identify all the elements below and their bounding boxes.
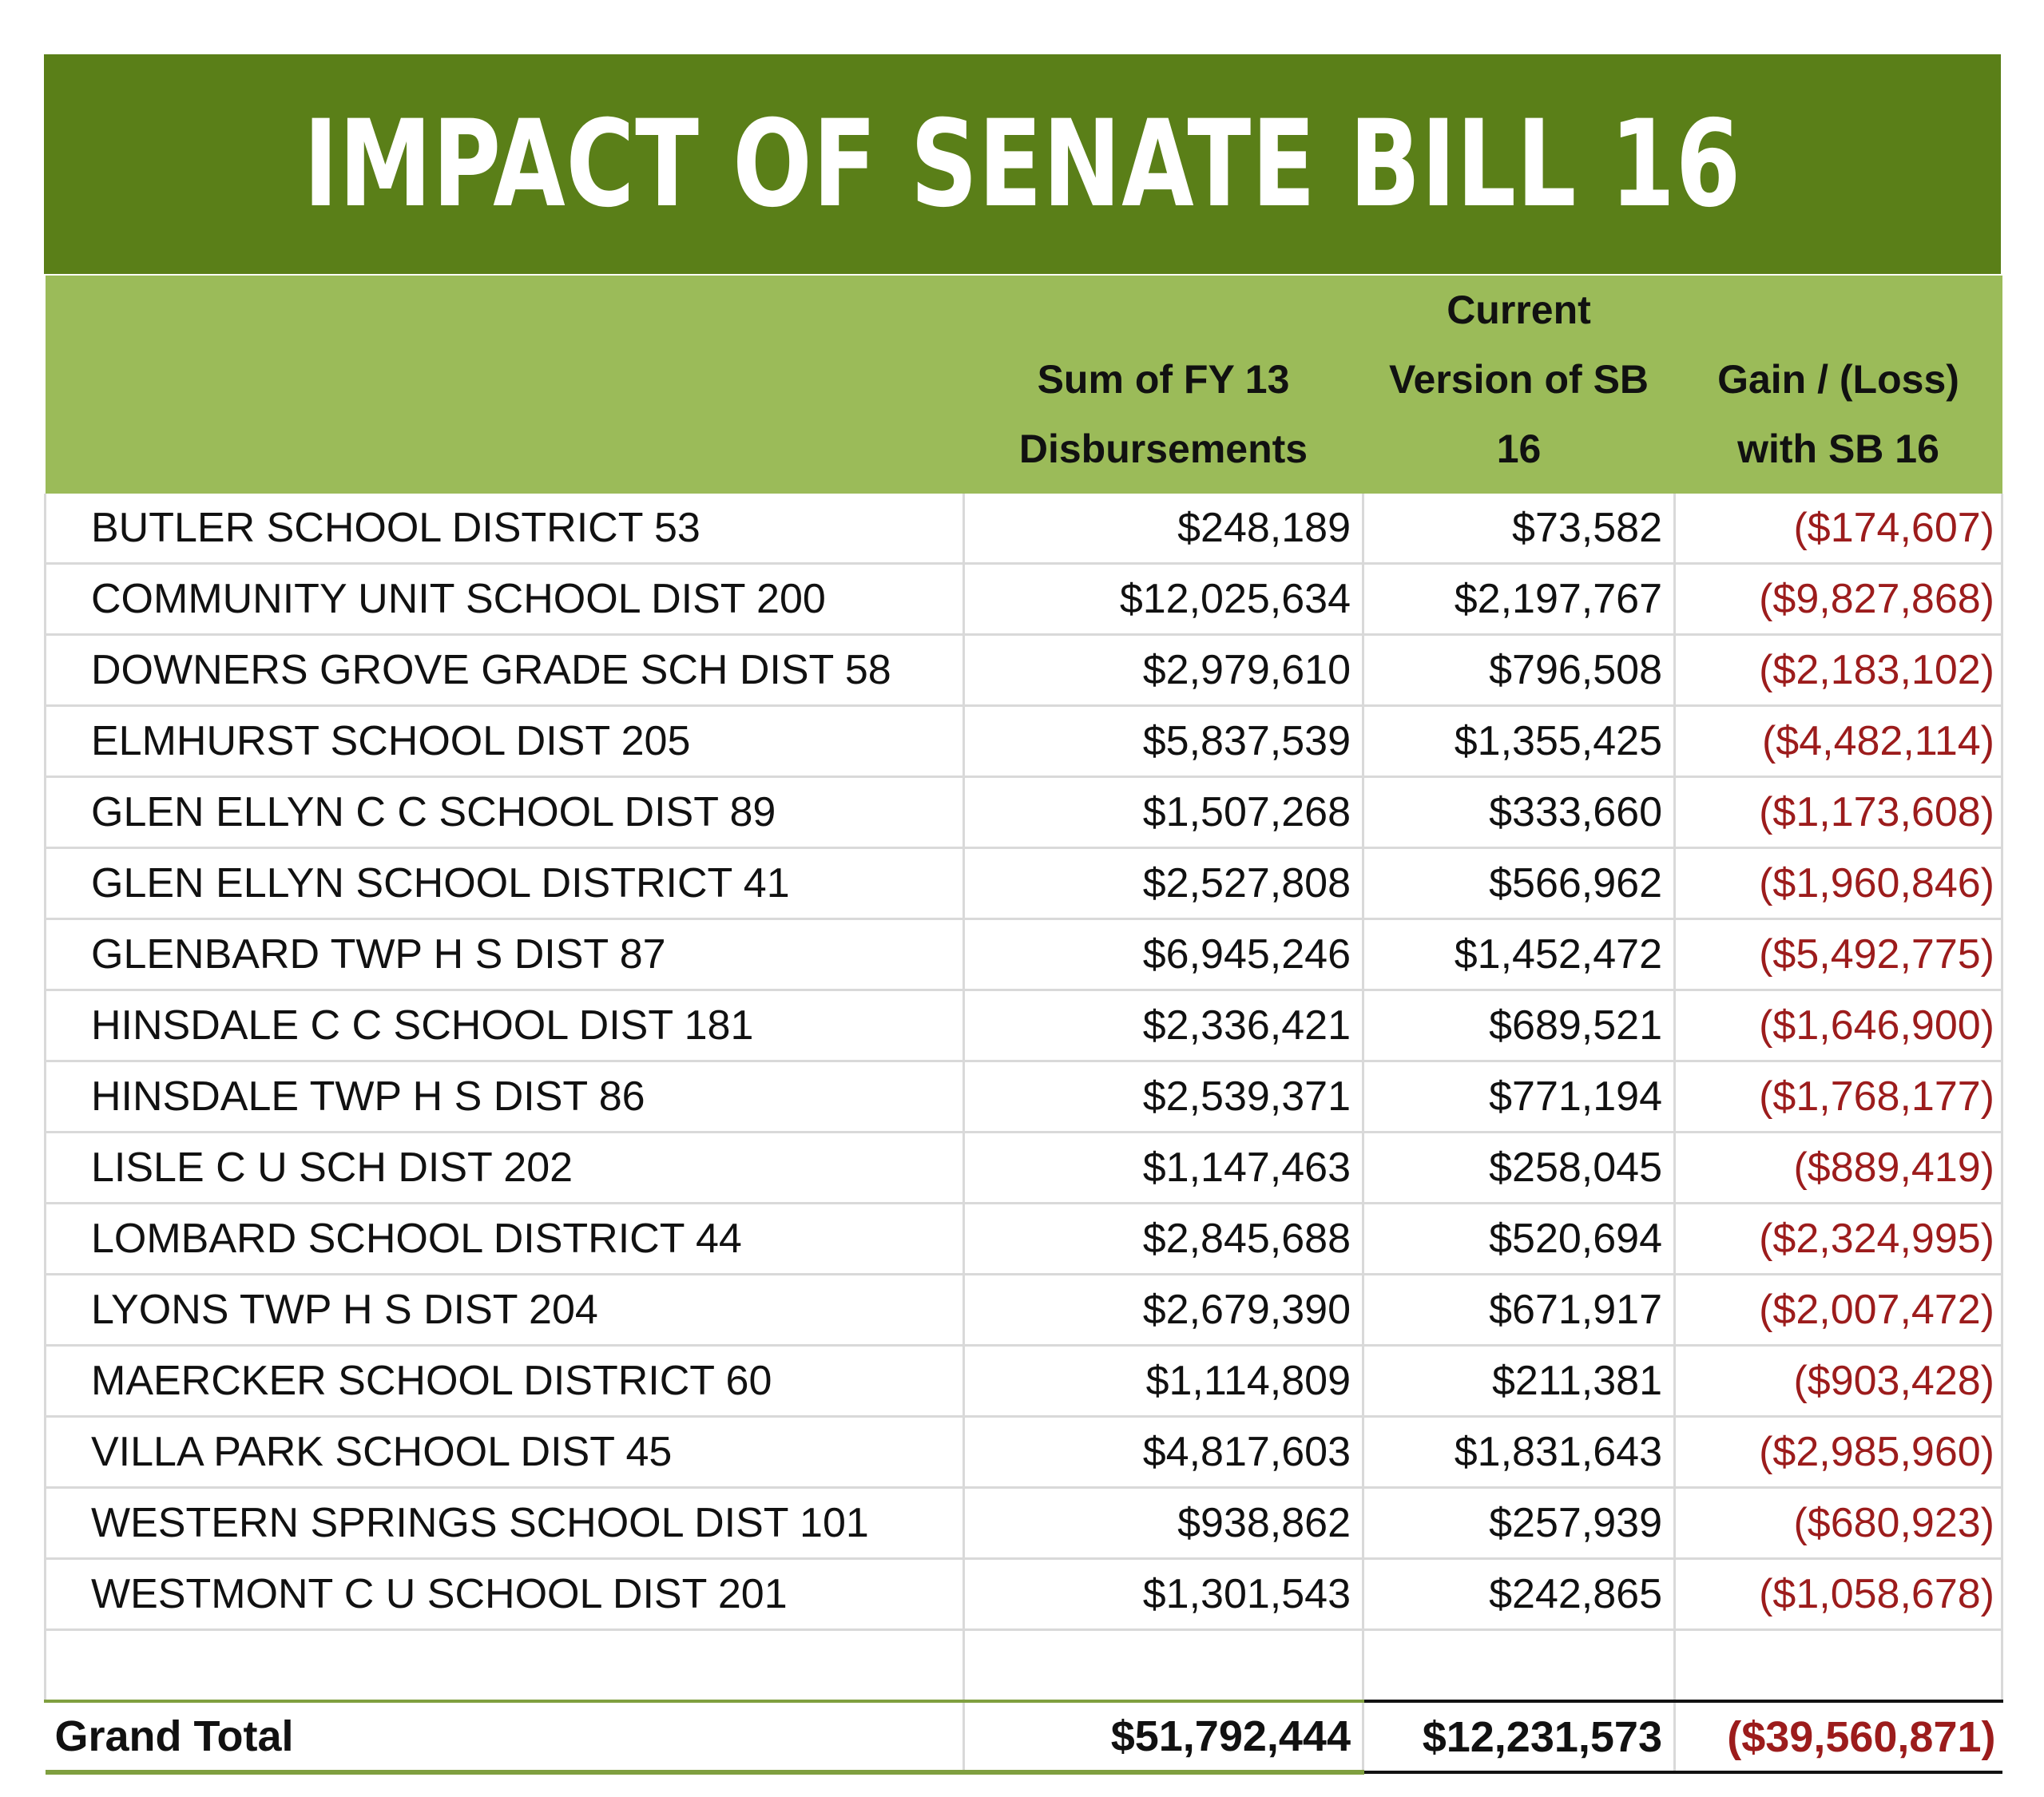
sb16-cell: $796,508: [1363, 635, 1675, 706]
district-name-cell: WESTMONT C U SCHOOL DIST 201: [46, 1559, 964, 1630]
table-row: [46, 1559, 2002, 1630]
empty-cell: [1363, 1630, 1675, 1702]
sb16-cell: $520,694: [1363, 1204, 1675, 1275]
sb16-cell: $257,939: [1363, 1488, 1675, 1559]
sb16-cell: $1,831,643: [1363, 1417, 1675, 1488]
gain-loss-cell: ($2,985,960): [1675, 1417, 2002, 1488]
fy13-cell: $938,862: [964, 1488, 1363, 1559]
gain-loss-cell: ($2,007,472): [1675, 1275, 2002, 1346]
empty-cell: [46, 1630, 964, 1702]
district-name-cell: BUTLER SCHOOL DISTRICT 53: [46, 494, 964, 564]
districts-table: [44, 274, 2003, 1775]
sb16-cell: $771,194: [1363, 1061, 1675, 1133]
fy13-cell: $2,979,610: [964, 635, 1363, 706]
spreadsheet: [44, 54, 2001, 1775]
table-row: [46, 1346, 2002, 1417]
table-row: [46, 848, 2002, 919]
gain-loss-cell: ($174,607): [1675, 494, 2002, 564]
grand-total-gain: ($39,560,871): [1675, 1701, 2002, 1772]
gain-loss-cell: ($889,419): [1675, 1133, 2002, 1204]
table-row: [46, 1133, 2002, 1204]
gain-loss-cell: ($1,960,846): [1675, 848, 2002, 919]
gain-loss-cell: ($1,768,177): [1675, 1061, 2002, 1133]
sb16-cell: $566,962: [1363, 848, 1675, 919]
header-sb16-line1: Current: [1447, 288, 1591, 332]
table-row: [46, 706, 2002, 777]
table-row: [46, 494, 2002, 564]
table-row: [46, 990, 2002, 1061]
district-name-cell: LYONS TWP H S DIST 204: [46, 1275, 964, 1346]
sb16-cell: $258,045: [1363, 1133, 1675, 1204]
district-name-cell: ELMHURST SCHOOL DIST 205: [46, 706, 964, 777]
header-gain-line2: with SB 16: [1737, 426, 1939, 471]
sb16-cell: $1,452,472: [1363, 919, 1675, 990]
district-name-cell: GLEN ELLYN C C SCHOOL DIST 89: [46, 777, 964, 848]
table-row: [46, 1204, 2002, 1275]
gain-loss-cell: ($2,324,995): [1675, 1204, 2002, 1275]
district-name-cell: HINSDALE C C SCHOOL DIST 181: [46, 990, 964, 1061]
sb16-cell: $242,865: [1363, 1559, 1675, 1630]
fy13-cell: $1,114,809: [964, 1346, 1363, 1417]
gain-loss-cell: ($5,492,775): [1675, 919, 2002, 990]
fy13-cell: $5,837,539: [964, 706, 1363, 777]
header-row: [46, 276, 2002, 494]
gain-loss-cell: ($903,428): [1675, 1346, 2002, 1417]
gain-loss-cell: ($1,058,678): [1675, 1559, 2002, 1630]
fy13-cell: $2,845,688: [964, 1204, 1363, 1275]
empty-cell: [964, 1630, 1363, 1702]
district-name-cell: GLENBARD TWP H S DIST 87: [46, 919, 964, 990]
gain-loss-cell: ($4,482,114): [1675, 706, 2002, 777]
gain-loss-cell: ($1,173,608): [1675, 777, 2002, 848]
district-name-cell: GLEN ELLYN SCHOOL DISTRICT 41: [46, 848, 964, 919]
fy13-cell: $2,539,371: [964, 1061, 1363, 1133]
sb16-cell: $1,355,425: [1363, 706, 1675, 777]
fy13-cell: $2,336,421: [964, 990, 1363, 1061]
sb16-cell: $671,917: [1363, 1275, 1675, 1346]
district-name-cell: WESTERN SPRINGS SCHOOL DIST 101: [46, 1488, 964, 1559]
sb16-cell: $333,660: [1363, 777, 1675, 848]
table-row: [46, 777, 2002, 848]
title-banner: [44, 54, 2001, 274]
sb16-cell: $2,197,767: [1363, 564, 1675, 635]
district-name-cell: LISLE C U SCH DIST 202: [46, 1133, 964, 1204]
fy13-cell: $1,507,268: [964, 777, 1363, 848]
header-district: [46, 276, 964, 494]
grand-total-label: Grand Total: [46, 1701, 964, 1772]
header-sb16: [1363, 276, 1675, 494]
table-row: [46, 1417, 2002, 1488]
district-name-cell: COMMUNITY UNIT SCHOOL DIST 200: [46, 564, 964, 635]
table-row: [46, 635, 2002, 706]
header-sb16-line2: Version of SB: [1388, 357, 1649, 402]
table-body: [46, 494, 2002, 1701]
fy13-cell: $12,025,634: [964, 564, 1363, 635]
table-row: [46, 564, 2002, 635]
sb16-cell: $73,582: [1363, 494, 1675, 564]
district-name-cell: LOMBARD SCHOOL DISTRICT 44: [46, 1204, 964, 1275]
table-row: [46, 919, 2002, 990]
header-fy13-line1: Sum of FY 13: [1037, 357, 1290, 402]
header-fy13: [964, 276, 1363, 494]
sb16-cell: $211,381: [1363, 1346, 1675, 1417]
table-row: [46, 1275, 2002, 1346]
district-name-cell: VILLA PARK SCHOOL DIST 45: [46, 1417, 964, 1488]
fy13-cell: $4,817,603: [964, 1417, 1363, 1488]
fy13-cell: $2,679,390: [964, 1275, 1363, 1346]
fy13-cell: $2,527,808: [964, 848, 1363, 919]
gain-loss-cell: ($1,646,900): [1675, 990, 2002, 1061]
header-fy13-line2: Disbursements: [1018, 426, 1308, 471]
blank-row: [46, 1630, 2002, 1702]
grand-total-sb16: $12,231,573: [1363, 1701, 1675, 1772]
gain-loss-cell: ($2,183,102): [1675, 635, 2002, 706]
grand-total-row: [46, 1701, 2002, 1772]
table-row: [46, 1061, 2002, 1133]
district-name-cell: HINSDALE TWP H S DIST 86: [46, 1061, 964, 1133]
fy13-cell: $1,301,543: [964, 1559, 1363, 1630]
page-title: IMPACT OF SENATE BILL 16: [303, 94, 1742, 234]
district-name-cell: MAERCKER SCHOOL DISTRICT 60: [46, 1346, 964, 1417]
fy13-cell: $6,945,246: [964, 919, 1363, 990]
fy13-cell: $248,189: [964, 494, 1363, 564]
header-sb16-line3: 16: [1496, 426, 1542, 471]
fy13-cell: $1,147,463: [964, 1133, 1363, 1204]
gain-loss-cell: ($9,827,868): [1675, 564, 2002, 635]
sb16-cell: $689,521: [1363, 990, 1675, 1061]
header-gain: [1675, 276, 2002, 494]
district-name-cell: DOWNERS GROVE GRADE SCH DIST 58: [46, 635, 964, 706]
table-row: [46, 1488, 2002, 1559]
empty-cell: [1675, 1630, 2002, 1702]
gain-loss-cell: ($680,923): [1675, 1488, 2002, 1559]
grand-total-fy13: $51,792,444: [964, 1701, 1363, 1772]
header-gain-line1: Gain / (Loss): [1717, 357, 1959, 402]
